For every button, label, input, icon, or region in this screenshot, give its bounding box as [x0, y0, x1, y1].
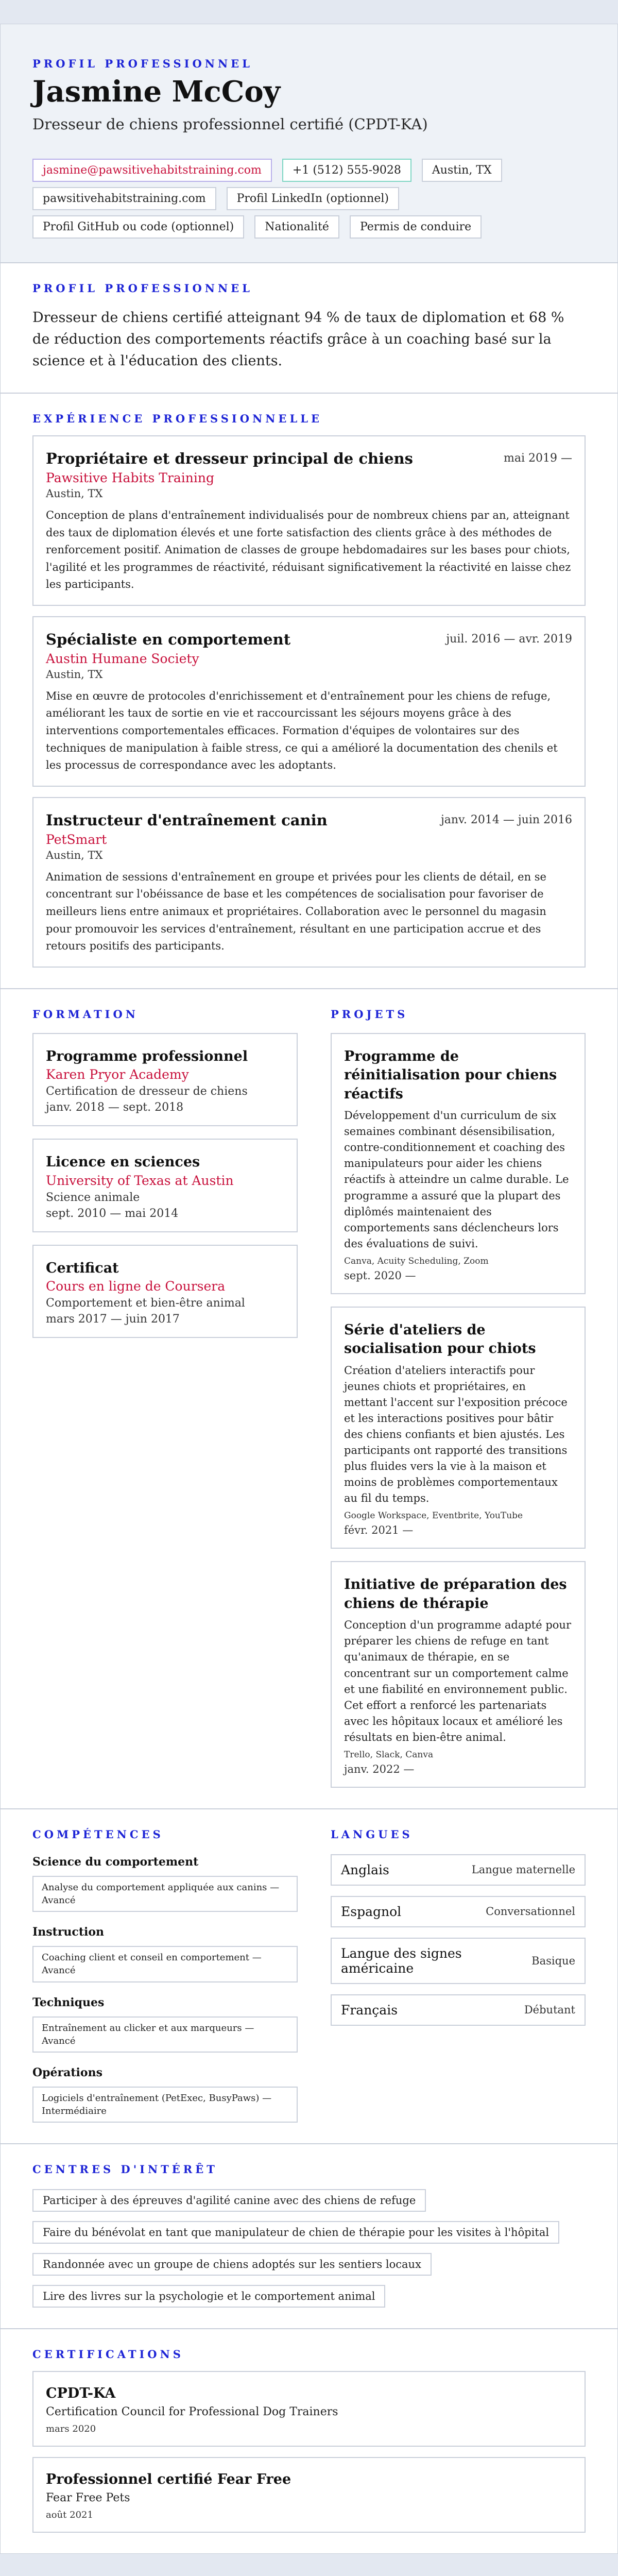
- job-dates: mai 2019 —: [504, 451, 572, 465]
- education-section: [1, 989, 309, 1808]
- job-dates: juil. 2016 — avr. 2019: [446, 632, 572, 646]
- nationality-chip: Nationalité: [254, 215, 339, 239]
- summary-section: [1, 262, 617, 393]
- language-level: Débutant: [524, 2004, 575, 2016]
- certification-title: Professionnel certifié Fear Free: [46, 2471, 291, 2488]
- interest-item: Lire des livres sur la psychologie et le comportement animal: [32, 2285, 385, 2308]
- certification-issuer: Certification Council for Professional Dog Trainers: [46, 2405, 338, 2419]
- certification-item: [32, 2457, 586, 2533]
- skill-item: Entraînement au clicker et aux marqueurs — Avancé: [32, 2016, 298, 2053]
- job-title: Spécialiste en comportement: [46, 630, 291, 648]
- project-description: Conception d'un programme adapté pour préparer les chiens de refuge en tant qu'animaux de thérapie, en se concentrant sur un comportement calme et une fiabilité en environnement public. Cet effort a renforcé les partenariats avec les hôpitaux locaux et amélioré les résultats en bien-être animal.: [344, 1619, 571, 1743]
- education-projects-row: [1, 988, 617, 1808]
- experience-item: [32, 435, 586, 606]
- job-location: Austin, TX: [46, 849, 103, 861]
- contact-chips: [32, 159, 586, 239]
- education-item: [32, 1139, 298, 1232]
- resume-sheet: [0, 24, 618, 2554]
- experience-item: [32, 616, 586, 787]
- experience-section: [1, 393, 617, 988]
- job-description: Animation de sessions d'entraînement en groupe et privées pour les clients de détail, en se concentrant sur l'obéissance de base et les compétences de socialisation pour favoriser de meilleurs liens entre animaux et propriétaires. Collaboration avec le personnel du magasin pour promouvoir les services d'entraînement, résultant en une participation accrue et des retours positifs des participants.: [46, 870, 546, 953]
- interest-item: Randonnée avec un groupe de chiens adoptés sur les sentiers locaux: [32, 2253, 432, 2276]
- skills-languages-row: [1, 1808, 617, 2144]
- field-of-study: Comportement et bien-être animal: [46, 1297, 245, 1310]
- language-item: [331, 1994, 586, 2026]
- skill-category: Instruction: [32, 1925, 105, 1939]
- project-dates: sept. 2020 —: [344, 1269, 416, 1282]
- summary-heading: PROFIL PROFESSIONNEL: [32, 282, 253, 295]
- project-description: Création d'ateliers interactifs pour jeunes chiots et propriétaires, en mettant l'accent sur l'exposition précoce et les interactions positives pour bâtir des chiens confiants et bien ajustés. Les participants ont rapporté des transitions plus fluides vers la vie à la maison et moins de problèmes comportementaux au fil du temps.: [344, 1364, 568, 1505]
- project-title: Série d'ateliers de socialisation pour chiots: [344, 1321, 536, 1357]
- project-item: [331, 1307, 586, 1549]
- website-link[interactable]: pawsitivehabitstraining.com: [32, 187, 216, 210]
- resume-header: [1, 24, 617, 262]
- project-tools: Trello, Slack, Canva: [344, 1749, 434, 1760]
- project-title: Programme de réinitialisation pour chiens réactifs: [344, 1048, 557, 1102]
- school-name: University of Texas at Austin: [46, 1173, 234, 1188]
- language-name: Espagnol: [341, 1904, 402, 1919]
- projects-heading: PROJETS: [331, 1007, 408, 1021]
- projects-section: [309, 989, 617, 1808]
- job-description: Mise en œuvre de protocoles d'enrichissement et d'entraînement pour les chiens de refuge, améliorant les taux de sortie en vie et raccourcissant les séjours moyens grâce à des interventions comportementales efficaces. Formation d'équipes de volontaires sur des techniques de manipulation à faible stress, ce qui a amélioré la documentation des chenils et les processus de correspondance avec les adoptants.: [46, 689, 558, 772]
- project-dates: févr. 2021 —: [344, 1524, 414, 1537]
- field-of-study: Certification de dresseur de chiens: [46, 1085, 248, 1098]
- experience-item: [32, 797, 586, 968]
- interest-item: Faire du bénévolat en tant que manipulateur de chien de thérapie pour les visites à l'hôpital: [32, 2221, 559, 2244]
- license-chip: Permis de conduire: [350, 215, 482, 239]
- skill-category: Techniques: [32, 1995, 105, 2009]
- education-item: [32, 1033, 298, 1126]
- job-location: Austin, TX: [46, 668, 103, 681]
- interest-item: Participer à des épreuves d'agilité canine avec des chiens de refuge: [32, 2189, 426, 2212]
- certifications-section: [1, 2328, 617, 2553]
- job-location: Austin, TX: [46, 487, 103, 500]
- job-title: Instructeur d'entraînement canin: [46, 811, 328, 829]
- phone-link[interactable]: +1 (512) 555-9028: [282, 159, 411, 182]
- language-level: Conversationnel: [486, 1905, 575, 1918]
- language-level: Langue maternelle: [471, 1863, 575, 1876]
- certification-date: août 2021: [46, 2510, 93, 2521]
- summary-text: Dresseur de chiens certifié atteignant 94 % de taux de diplomation et 68 % de réduction des comportements réactifs grâce à un coaching basé sur la science et à l'éducation des clients.: [32, 310, 564, 369]
- education-item: [32, 1245, 298, 1338]
- project-tools: Canva, Acuity Scheduling, Zoom: [344, 1256, 489, 1266]
- project-item: [331, 1561, 586, 1788]
- degree-title: Licence en sciences: [46, 1154, 200, 1171]
- project-item: [331, 1033, 586, 1294]
- languages-section: [309, 1809, 617, 2144]
- certification-date: mars 2020: [46, 2424, 96, 2435]
- school-name: Cours en ligne de Coursera: [46, 1279, 226, 1294]
- field-of-study: Science animale: [46, 1191, 140, 1204]
- certification-title: CPDT-KA: [46, 2385, 116, 2402]
- language-item: [331, 1854, 586, 1886]
- employer: Austin Humane Society: [46, 651, 199, 666]
- location-chip: Austin, TX: [422, 159, 502, 182]
- interests-section: [1, 2143, 617, 2328]
- email-link[interactable]: jasmine@pawsitivehabitstraining.com: [32, 159, 272, 182]
- degree-title: Programme professionnel: [46, 1048, 248, 1064]
- interests-heading: CENTRES D'INTÉRÊT: [32, 2163, 218, 2176]
- certification-issuer: Fear Free Pets: [46, 2492, 130, 2505]
- degree-title: Certificat: [46, 1260, 119, 1276]
- project-tools: Google Workspace, Eventbrite, YouTube: [344, 1511, 523, 1521]
- education-heading: FORMATION: [32, 1007, 139, 1021]
- skills-section: [1, 1809, 309, 2144]
- skills-heading: COMPÉTENCES: [32, 1827, 164, 1841]
- project-title: Initiative de préparation des chiens de thérapie: [344, 1577, 567, 1612]
- skill-category: Opérations: [32, 2066, 102, 2080]
- education-dates: sept. 2010 — mai 2014: [46, 1207, 179, 1220]
- certifications-heading: CERTIFICATIONS: [32, 2348, 184, 2361]
- education-dates: janv. 2018 — sept. 2018: [46, 1101, 184, 1114]
- language-level: Basique: [531, 1954, 575, 1967]
- interests-list: [32, 2189, 586, 2308]
- education-dates: mars 2017 — juin 2017: [46, 1313, 180, 1326]
- skill-item: Logiciels d'entraînement (PetExec, BusyPaws) — Intermédiaire: [32, 2087, 298, 2123]
- candidate-name: Jasmine McCoy: [32, 75, 281, 109]
- language-name: Anglais: [341, 1862, 389, 1877]
- certification-item: [32, 2371, 586, 2447]
- job-description: Conception de plans d'entraînement individualisés pour de nombreux chiens par an, atteignant des taux de diplomation élevés et une forte satisfaction des clients grâce à des méthodes de renforcement positif. Animation de classes de groupe hebdomadaires sur les bases pour chiots, l'agilité et les programmes de réactivité, réduisant significativement la réactivité en laisse chez les participants.: [46, 509, 571, 591]
- skill-category: Science du comportement: [32, 1855, 199, 1869]
- school-name: Karen Pryor Academy: [46, 1067, 189, 1082]
- employer: Pawsitive Habits Training: [46, 470, 214, 485]
- languages-heading: LANGUES: [331, 1827, 413, 1841]
- skill-item: Analyse du comportement appliquée aux canins — Avancé: [32, 1876, 298, 1912]
- job-title: Propriétaire et dresseur principal de chiens: [46, 449, 413, 467]
- header-eyebrow: PROFIL PROFESSIONNEL: [32, 57, 253, 70]
- job-dates: janv. 2014 — juin 2016: [440, 813, 572, 826]
- linkedin-link[interactable]: Profil LinkedIn (optionnel): [227, 187, 399, 210]
- candidate-title: Dresseur de chiens professionnel certifié (CPDT-KA): [32, 115, 428, 133]
- skill-item: Coaching client et conseil en comportement — Avancé: [32, 1946, 298, 1982]
- project-dates: janv. 2022 —: [344, 1762, 415, 1775]
- github-link[interactable]: Profil GitHub ou code (optionnel): [32, 215, 244, 239]
- language-name: Langue des signes américaine: [341, 1945, 462, 1976]
- experience-heading: EXPÉRIENCE PROFESSIONNELLE: [32, 412, 322, 425]
- project-description: Développement d'un curriculum de six semaines combinant désensibilisation, contre-conditionnement et coaching des manipulateurs pour aider les chiens réactifs à atteindre un calme durable. Le programme a assuré que la plupart des diplômés maintenaient des comportements sans déclencheurs lors des évaluations de suivi.: [344, 1109, 569, 1250]
- employer: PetSmart: [46, 832, 107, 847]
- language-name: Français: [341, 2002, 398, 2018]
- language-item: [331, 1896, 586, 1927]
- language-item: [331, 1938, 586, 1984]
